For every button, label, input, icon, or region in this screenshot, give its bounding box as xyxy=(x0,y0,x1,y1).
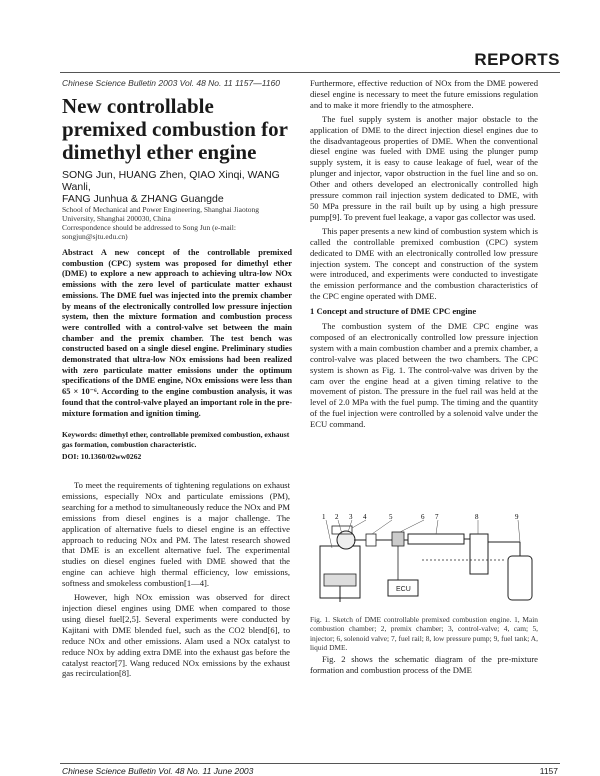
affiliation: School of Mechanical and Power Engineering, Shanghai Jiaotong University, Shanghai 200030, China xyxy=(62,205,260,223)
fig-label: 1 xyxy=(322,513,326,521)
keywords-text: dimethyl ether, controllable premixed combustion, exhaust gas formation, combustion characteristic. xyxy=(62,430,290,449)
fig-label: 5 xyxy=(389,513,393,521)
article-title: New controllable premixed combustion for dimethyl ether engine xyxy=(62,94,288,164)
fig-label: 3 xyxy=(349,513,353,521)
paragraph: To meet the requirements of tightening regulations on exhaust emissions, especially NOx and particulate emissions (PM), searching for a method to simultaneously reduce the NOx and PM emissions from diesel engines is a major challenge. The application of alternative fuels to diesel engine is an effective approach to reducing NOx and PM. The latest research showed that DME is an excellent alternative fuel. The experimental studies on diesel engines fueled with DME showed that the engine can achieve high thermal efficiency, low emissions, softness and smokeless combustion[1—4]. xyxy=(62,480,290,589)
section-heading: 1 Concept and structure of DME CPC engine xyxy=(310,306,477,317)
footer-journal: Chinese Science Bulletin Vol. 48 No. 11 June 2003 xyxy=(62,766,254,776)
paragraph: The combustion system of the DME CPC engine was composed of an electronically controlled low pressure injection system with a main combustion chamber and a premix chamber, a control-valve was placed between the two chambers. The CPC system is shown as Fig. 1. The control-valve was driven by the cam over the engine head at a given timing relative to the movement of piston. The pressure in the fuel rail was held at the level of 2.0 MPa with the fuel pump. The timing and the quantity of the fuel injection were controlled by a solenoid valve under the ECU command. xyxy=(310,321,538,430)
left-column-body xyxy=(62,480,290,682)
paragraph: Fig. 2 shows the schematic diagram of the pre-mixture formation and combustion process of the DME xyxy=(310,654,538,675)
abstract-label: Abstract xyxy=(62,248,94,257)
fuel-tank xyxy=(508,556,532,600)
abstract-text: A new concept of the controllable premixed combustion (CPC) system was proposed for dimethyl ether (DME) to explore a new approach to achieving ultra-low NOx emissions with the zero level of particulate matter exhaust emissions. The DME fuel was injected into the premix chamber by means of the electronically controlled low pressure injection system, then the mixture formation and combustion process were controlled with a control-valve set between the main chamber and the premix chamber. The test bench was constructed based on a single diesel engine. Preliminary studies demonstrated that ultra-low NOx emissions had been realized with zero particulate matter emissions under the optimum specifications of the DME engine, NOx emissions were less than 65 × 10⁻⁶. According to the engine combustion analysis, it was found that the control-valve played an important role in the pre-mixture formation and ignition timing. xyxy=(62,248,292,418)
paragraph: Furthermore, effective reduction of NOx from the DME powered diesel engine is necessary to meet the future emissions regulation and to make it more friendly to the atmosphere. xyxy=(310,78,538,110)
fig-label: 6 xyxy=(421,513,425,521)
authors-line-1: SONG Jun, HUANG Zhen, QIAO Xinqi, WANG Wanli, xyxy=(62,169,280,193)
figure-1-caption: Fig. 1. Sketch of DME controllable premixed combustion engine. 1, Main combustion chamber; 2, premix chamber; 3, control-valve; 4, cam; 5, injector; 6, solenoid valve; 7, fuel rail; 8, low pressure pump; 9, fuel tank; A, liquid DME. xyxy=(310,615,538,653)
keywords-label: Keywords: xyxy=(62,430,98,439)
fuel-rail xyxy=(408,534,464,544)
section-header: REPORTS xyxy=(474,50,560,69)
low-pressure-pump xyxy=(470,534,488,574)
injector xyxy=(366,534,376,546)
affiliation-block xyxy=(62,205,290,241)
correspondence: Correspondence should be addressed to Song Jun (e-mail: songjun@sjtu.edu.cn) xyxy=(62,223,236,241)
keywords xyxy=(62,430,292,449)
paragraph: This paper presents a new kind of combustion system which is called the controllable premixed combustion (CPC) system dedicated to DME with an electronically controlled low pressure injection system. The concept and construction of the system were introduced, and experiments were conducted to investigate the emission performance and the combustion characteristics of the CPC engine operated with DME. xyxy=(310,225,538,302)
doi: DOI: 10.1360/02ww0262 xyxy=(62,452,142,461)
fig-label: 7 xyxy=(435,513,439,521)
footer-rule xyxy=(60,763,560,764)
ecu-label: ECU xyxy=(396,586,411,593)
solenoid-valve xyxy=(392,532,404,546)
fig-label: 4 xyxy=(363,513,367,521)
figure-1-diagram xyxy=(312,512,540,608)
authors-line-2: FANG Junhua & ZHANG Guangde xyxy=(62,193,224,205)
right-column-end xyxy=(310,654,538,679)
fig-label: 8 xyxy=(475,513,479,521)
fig-label: 2 xyxy=(335,513,339,521)
piston xyxy=(324,574,356,586)
right-column-body xyxy=(310,78,538,433)
paragraph: The fuel supply system is another major obstacle to the application of DME to the direct injection diesel engines due to the disadvantageous properties of DME. When the conventional diesel engine was fueled with DME using the plunger pump supply system, it is easy to cause leakage of fuel, wear of the plunger and injector, vapor obstruction in the fuel line and so on. Other and others developed an electronically controlled high pressure common rail injection system dedicated to DME, with 50 MPa pressure in the rail built up by using a high pressure pump[9]. To prevent fuel leakage, a vapor gas collector was used. xyxy=(310,113,538,222)
abstract xyxy=(62,248,292,419)
page-number: 1157 xyxy=(539,766,558,776)
author-list xyxy=(62,169,287,205)
header-rule xyxy=(60,72,560,73)
citation-line: Chinese Science Bulletin 2003 Vol. 48 No. 11 1157—1160 xyxy=(62,78,280,88)
paragraph: However, high NOx emission was observed for direct injection diesel engines using DME when compared to those using diesel fuel[2,5]. Several experiments were conducted by Kajitani with DME blended fuel, such as the CO2 blend[6], to reduce NOx and other emissions. Alam used a NOx catalyst to reduce NOx by adding extra DME into the exhaust gas before the catalyst reactor[7]. Wang reduced NOx emissions by the exhaust gas recirculation[8]. xyxy=(62,592,290,679)
fig-label: 9 xyxy=(515,513,519,521)
